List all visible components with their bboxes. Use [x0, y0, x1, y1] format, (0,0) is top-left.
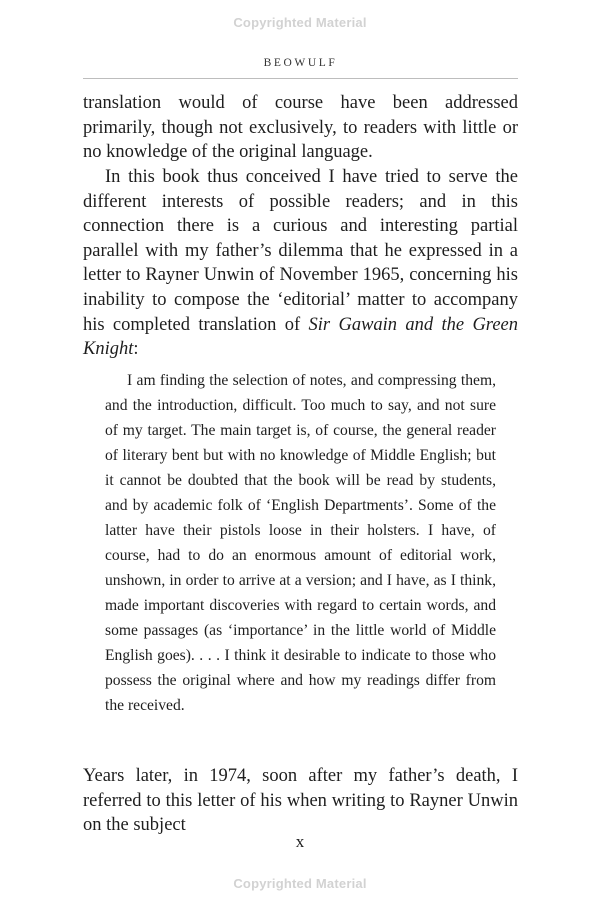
- paragraph-2-text: In this book thus conceived I have tried to serve the different interests of possible readers; and in this connection there is a curious and interesting partial parallel with my father’s dilemma that he expressed in a letter to Rayner Unwin of November 1965, concerning his inability to compose the ‘editorial’ matter to accompany his completed translation of: [83, 167, 518, 335]
- book-title: Sir Gawain and the Green Knight: [83, 314, 518, 360]
- running-head: BEOWULF: [263, 57, 338, 69]
- block-quote: I am finding the selection of notes, and compressing them, and the introduction, difficult. Too much to say, and not sure of my target. The main target is, of course, the general reader of literary bent but with no knowledge of Middle English; but it cannot be doubted that the book will be read by students, and by academic folk of ‘English Departments’. Some of the latter have their pistols loose in their holsters. I have, of course, had to do an enormous amount of editorial work, unshown, in order to arrive at a version; and I have, as I think, made important discoveries with regard to certain words, and some passages (as ‘importance’ in the little world of Middle English goes). . . . I think it desirable to indicate to those who possess the original where and how my readings differ from the received.: [105, 372, 496, 714]
- paragraph-1: translation would of course have been addressed primarily, though not exclusively, to readers with little or no knowledge of the original language.: [83, 93, 518, 163]
- paragraph-2: [83, 165, 518, 362]
- header-rule: [83, 78, 518, 79]
- copyright-watermark-bottom: Copyrighted Material: [233, 876, 367, 891]
- copyright-watermark-top: Copyrighted Material: [233, 15, 367, 30]
- page-number: x: [295, 832, 305, 851]
- paragraph-2-trailing: :: [133, 339, 139, 360]
- paragraph-3: Years later, in 1974, soon after my father’s death, I referred to this letter of his when writing to Rayner Unwin on the subject: [83, 766, 518, 836]
